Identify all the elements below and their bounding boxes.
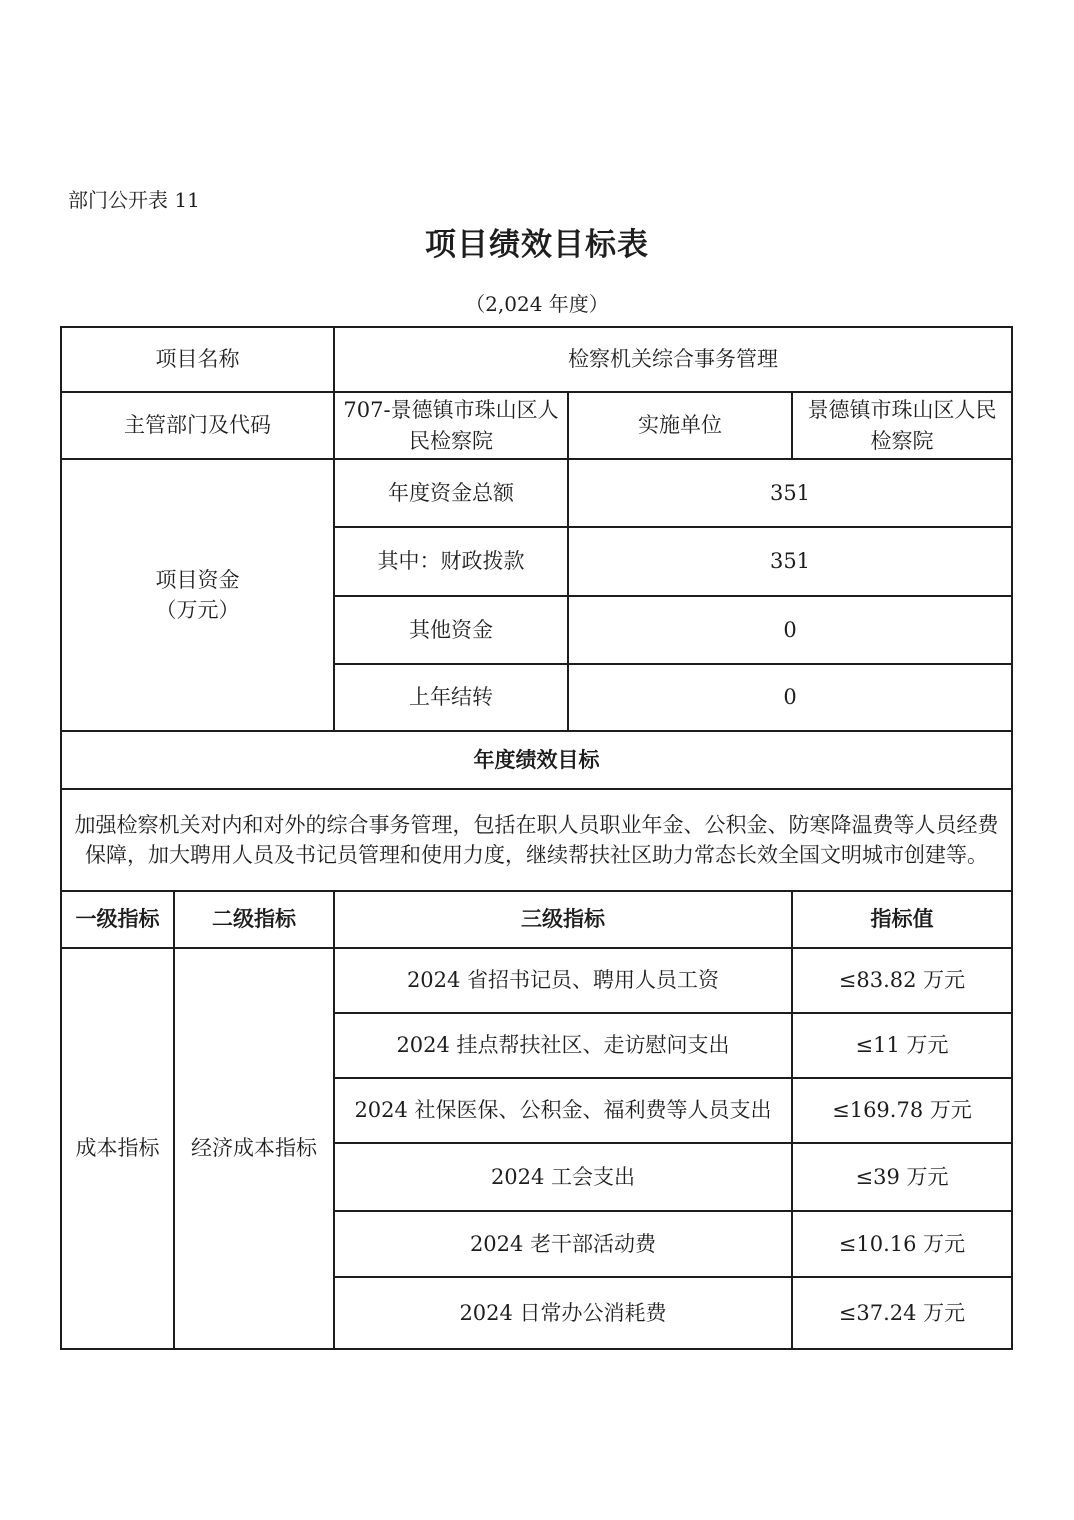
table-row — [61, 327, 1012, 392]
indicator-name: 2024 日常办公消耗费 — [334, 1277, 792, 1349]
indicator-level2-cell: 经济成本指标 — [174, 948, 334, 1349]
fund-group-label-line2: （万元） — [155, 598, 240, 622]
table-row — [61, 392, 1012, 459]
indicator-name: 2024 工会支出 — [334, 1143, 792, 1211]
indicator-level1-cell: 成本指标 — [61, 948, 174, 1349]
page-subtitle: （2,024 年度） — [465, 292, 609, 316]
annual-goal-text: 加强检察机关对内和对外的综合事务管理，包括在职人员职业年金、公积金、防寒降温费等人员经费保障，加大聘用人员及书记员管理和使用力度，继续帮扶社区助力常态长效全国文明城市创建等。 — [61, 789, 1012, 891]
table-row — [61, 789, 1012, 891]
fund-value-carryover: 0 — [568, 664, 1012, 731]
performance-target-table — [60, 326, 1013, 1350]
indicator-name: 2024 老干部活动费 — [334, 1211, 792, 1277]
doc-label: 部门公开表 11 — [68, 188, 200, 212]
fund-label-other: 其他资金 — [334, 596, 568, 664]
header-target-value: 指标值 — [792, 891, 1012, 948]
impl-unit-label: 实施单位 — [568, 392, 792, 459]
indicator-value: ≤39 万元 — [792, 1143, 1012, 1211]
dept-label: 主管部门及代码 — [61, 392, 334, 459]
indicator-row — [61, 948, 1012, 1013]
fund-value-total: 351 — [568, 459, 1012, 527]
fund-row — [61, 459, 1012, 527]
indicator-value: ≤169.78 万元 — [792, 1078, 1012, 1143]
header-level3: 三级指标 — [334, 891, 792, 948]
indicator-value: ≤10.16 万元 — [792, 1211, 1012, 1277]
header-level2: 二级指标 — [174, 891, 334, 948]
indicator-name: 2024 省招书记员、聘用人员工资 — [334, 948, 792, 1013]
indicator-value: ≤83.82 万元 — [792, 948, 1012, 1013]
project-name-value: 检察机关综合事务管理 — [334, 327, 1012, 392]
indicator-header-row — [61, 891, 1012, 948]
indicator-name: 2024 社保医保、公积金、福利费等人员支出 — [334, 1078, 792, 1143]
annual-goal-header: 年度绩效目标 — [61, 731, 1012, 789]
fund-label-fiscal: 其中：财政拨款 — [334, 527, 568, 596]
indicator-value: ≤11 万元 — [792, 1013, 1012, 1078]
page-title: 项目绩效目标表 — [425, 227, 649, 263]
impl-unit-value: 景德镇市珠山区人民检察院 — [792, 392, 1012, 459]
indicator-name: 2024 挂点帮扶社区、走访慰问支出 — [334, 1013, 792, 1078]
table-row — [61, 731, 1012, 789]
fund-value-other: 0 — [568, 596, 1012, 664]
fund-label-total: 年度资金总额 — [334, 459, 568, 527]
fund-label-carryover: 上年结转 — [334, 664, 568, 731]
fund-group-label-line1: 项目资金 — [155, 567, 240, 592]
fund-value-fiscal: 351 — [568, 527, 1012, 596]
project-name-label: 项目名称 — [61, 327, 334, 392]
header-level1: 一级指标 — [61, 891, 174, 948]
fund-group-label — [61, 459, 334, 731]
dept-value: 707-景德镇市珠山区人民检察院 — [334, 392, 568, 459]
indicator-value: ≤37.24 万元 — [792, 1277, 1012, 1349]
